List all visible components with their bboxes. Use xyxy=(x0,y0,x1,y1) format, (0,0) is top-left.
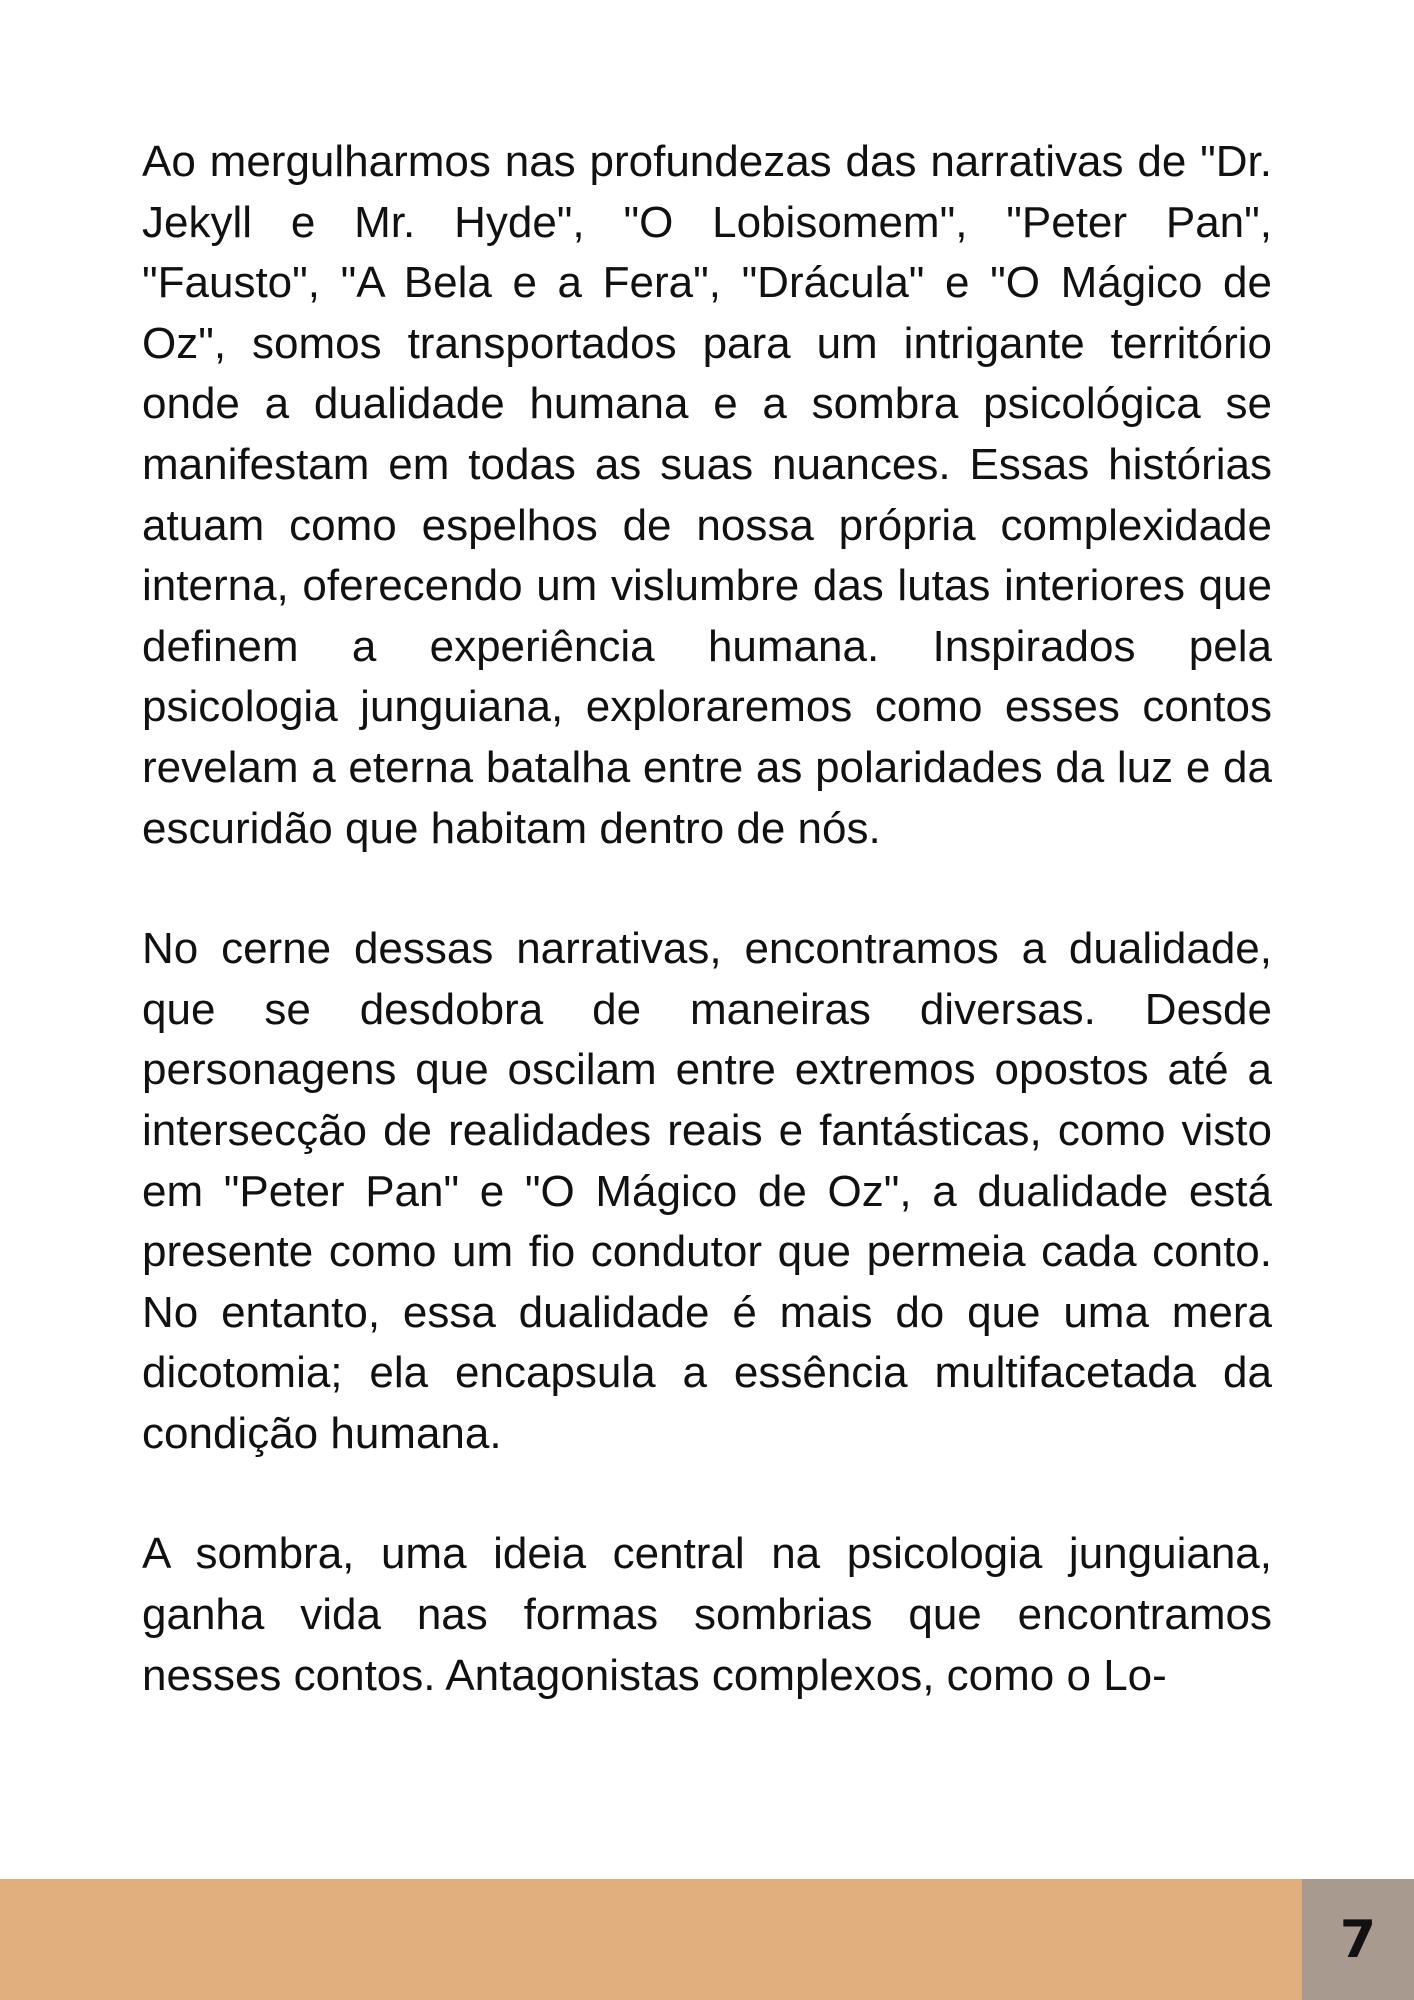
page-number: 7 xyxy=(1339,1909,1377,1970)
paragraph-3: A sombra, uma ideia central na psicologia junguiana, ganha vida nas formas sombrias que encontramos nesses contos. Antagonistas complexos, como o Lo- xyxy=(142,1529,1272,1700)
page-body xyxy=(142,132,1272,1706)
paragraph-2: No cerne dessas narrativas, encontramos a dualidade, que se desdobra de maneiras diversas. Desde personagens que oscilam entre extremos opostos até a intersecção de realidades reais e fantásticas, como visto em "Peter Pan" e "O Mágico de Oz", a dualidade está presente como um fio condutor que permeia cada conto. No entanto, essa dualidade é mais do que uma mera dicotomia; ela encapsula a essência multifacetada da condição humana. xyxy=(142,924,1272,1458)
page-number-box xyxy=(1302,1879,1414,2000)
footer-band xyxy=(0,1879,1302,2000)
paragraph-1: Ao mergulharmos nas profundezas das narrativas de "Dr. Jekyll e Mr. Hyde", "O Lobisomem", "Peter Pan", "Fausto", "A Bela e a Fera", "Drácula" e "O Mágico de Oz", somos transportados para um intrigante território onde a dualidade humana e a sombra psicológica se manifestam em todas as suas nuances. Essas histórias atuam como espelhos de nossa própria complexidade interna, oferecendo um vislumbre das lutas interiores que definem a experiência humana. Inspirados pela psicologia junguiana, exploraremos como esses contos revelam a eterna batalha entre as polaridades da luz e da escuridão que habitam dentro de nós. xyxy=(142,137,1272,853)
